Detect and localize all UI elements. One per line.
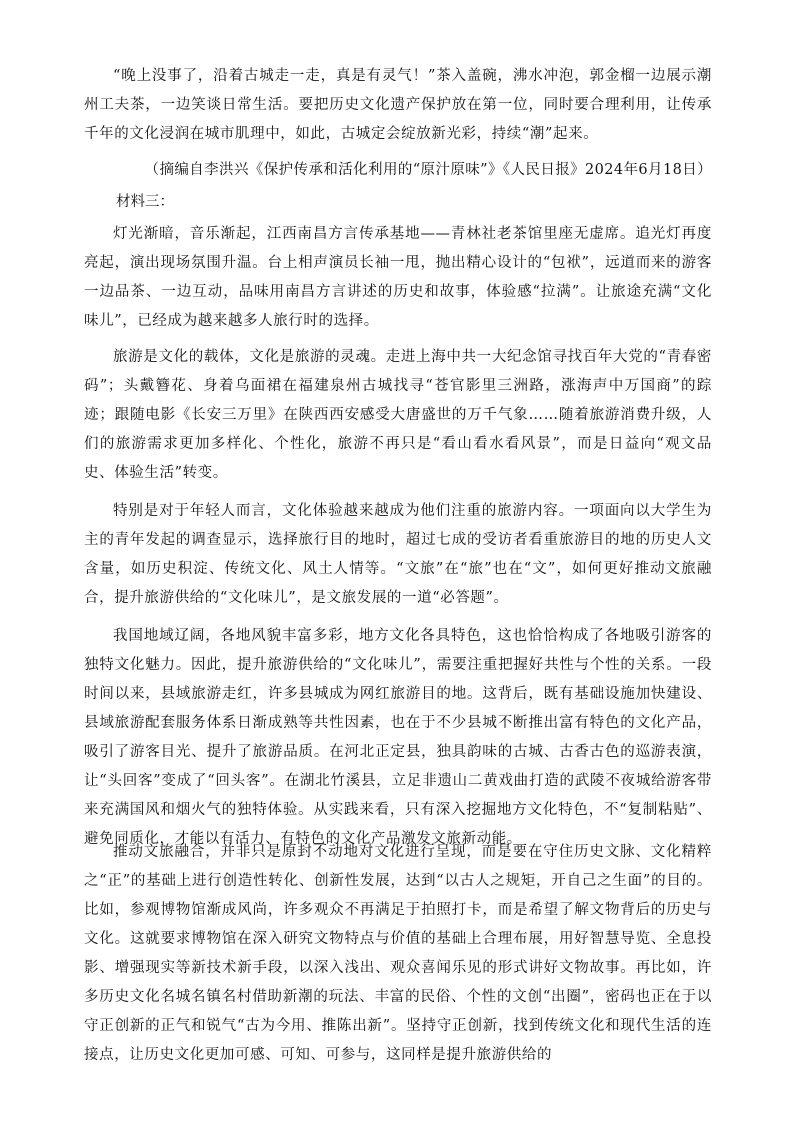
paragraph-innovation: 推动文旅融合，并非只是原封不动地对文化进行呈现，而是要在守住历史文脉、文化精粹之“正”的基础上进行创造性转化、创新性发展，达到“以古人之规矩，开自己之生面”的目的。比如，参观博物馆渐成风尚，许多观众不再满足于拍照打卡，而是希望了解文物背后的历史与文化。这就要求博物馆在深入研究文物特点与价值的基础上合理布展，用好智慧导览、全息投影、增强现实等新技术新手段，以深入浅出、观众喜闻乐见的形式讲好文物故事。再比如，许多历史文化名城名镇名村借助新潮的玩法、丰富的民俗、个性的文创“出圈”，密码也正在于以守正创新的正气和锐气“古为今用、推陈出新”。坚持守正创新，找到传统文化和现代生活的连接点，让历史文化更加可感、可知、可参与，这同样是提升旅游供给的 [84, 844, 712, 1063]
paragraph-young-travelers: 特别是对于年轻人而言，文化体验越来越成为他们注重的旅游内容。一项面向以大学生为主的青年发起的调查显示，选择旅行目的地时，超过七成的受访者看重旅游目的地的历史人文含量，如历史积淀、传统文化、风土人情等。“文旅”在“旅”也在“文”，如何更好推动文旅融合，提升旅游供给的“文化味儿”，是文旅发展的一道“必答题”。 [84, 503, 712, 606]
material-three-label: 材料三： [116, 194, 174, 210]
paragraph-local-culture: 我国地域辽阔，各地风貌丰富多彩，地方文化各具特色，这也恰恰构成了各地吸引游客的独特文化魅力。因此，提升旅游供给的“文化味儿”，需要注重把握好共性与个性的关系。一段时间以来，县域旅游走红，许多县城成为网红旅游目的地。这背后，既有基础设施加快建设、县域旅游配套服务体系日渐成熟等共性因素，也在于不少县城不断推出富有特色的文化产品，吸引了游客目光、提升了旅游品质。在河北正定县，独具韵味的古城、古香古色的巡游表演，让“头回客”变成了“回头客”。在湖北竹溪县，立足非遗山二黄戏曲打造的武陵不夜城给游客带来充满国风和烟火气的独特体验。从实践来看，只有深入挖掘地方文化特色，不“复制粘贴”、避免同质化，才能以有活力、有特色的文化产品激发文旅新动能。 [84, 628, 712, 847]
paragraph-teahouse: 灯光渐暗，音乐渐起，江西南昌方言传承基地——青林社老茶馆里座无虚席。追光灯再度亮起，演出现场氛围升温。台上相声演员长袖一甩，抛出精心设计的“包袱”，远道而来的游客一边品茶、一边互动，品味用南昌方言讲述的历史和故事，体验感“拉满”。让旅途充满“文化味儿”，已经成为越来越多人旅行时的选择。 [84, 226, 712, 329]
article-source-citation: （摘编自李洪兴《保护传承和活化利用的“原汁原味”》《人民日报》2024年6月18日） [144, 162, 712, 178]
paragraph-tea-culture: “晚上没事了，沿着古城走一走，真是有灵气！”茶入盖碗，沸水冲泡，郭金榴一边展示潮州工夫茶，一边笑谈日常生活。要把历史文化遗产保护放在第一位，同时要合理利用，让传承千年的文化浸润在城市肌理中，如此，古城定会绽放新光彩，持续“潮”起来。 [84, 68, 712, 142]
paragraph-tourism-culture: 旅游是文化的载体，文化是旅游的灵魂。走进上海中共一大纪念馆寻找百年大党的“青春密码”；头戴簪花、身着乌面裙在福建泉州古城找寻“苍官影里三洲路，涨海声中万国商”的踪迹；跟随电影《长安三万里》在陕西西安感受大唐盛世的万千气象……随着旅游消费升级，人们的旅游需求更加多样化、个性化，旅游不再只是“看山看水看风景”，而是日益向“观文品史、体验生活”转变。 [84, 349, 712, 481]
